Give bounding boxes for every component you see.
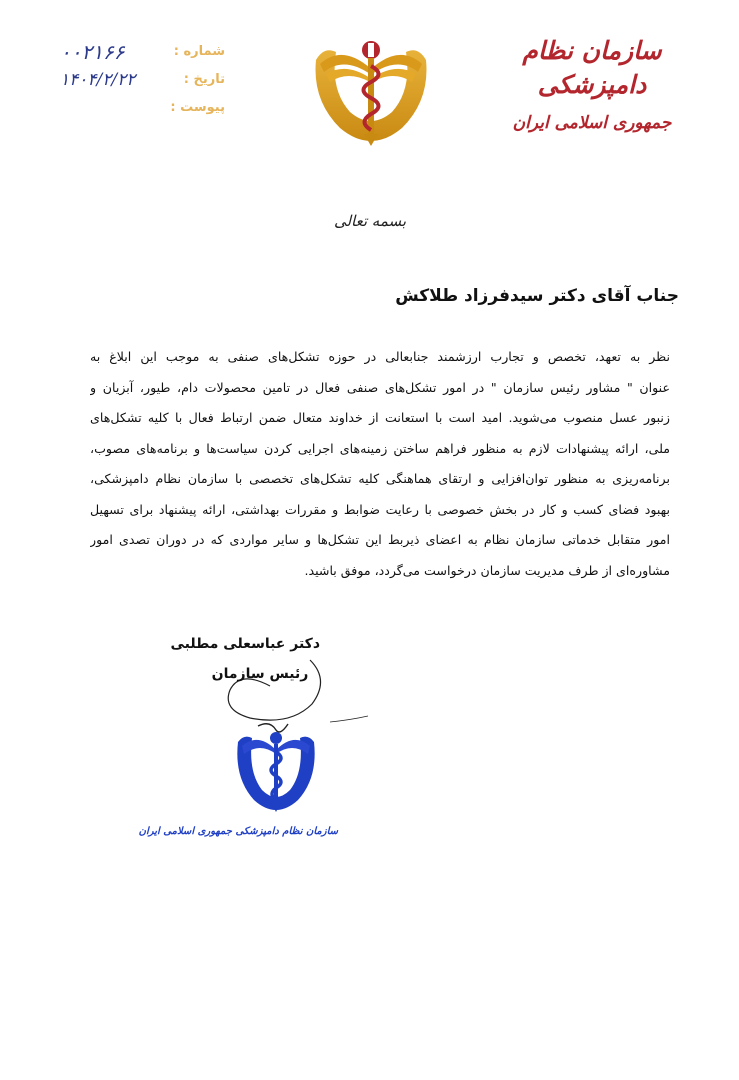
number-label: شماره : xyxy=(173,44,225,59)
number-value: ۰۰۲۱۶۶ xyxy=(60,40,125,64)
signatory-title: رئیس سازمان xyxy=(211,666,309,682)
organization-name xyxy=(497,34,687,136)
date-row xyxy=(60,68,225,96)
body-line: عنوان " مشاور رئیس سازمان " در امور تشکل‌های صنفی فعال در تامین محصولات دام، طیور، آبزیان و xyxy=(90,379,670,395)
letter-body xyxy=(90,342,670,586)
stamp-caption: سازمان نظام دامپزشکی جمهوری اسلامی ایران xyxy=(138,826,338,837)
signatory-name: دکتر عباسعلی مطلبی xyxy=(170,636,320,652)
basmala: بسمه تعالی xyxy=(333,212,407,230)
organization-name-line1: سازمان نظام دامپزشکی xyxy=(522,36,662,99)
body-line: نظر به تعهد، تخصص و تجارب ارزشمند جنابعالی در حوزه تشکل‌های صنفی به موجب این ابلاغ به xyxy=(90,349,670,364)
body-line: ملی، ارائه پیشنهادات لازم به منظور فراهم ساختن زمینه‌های اجرایی کردن سیاست‌ها و برنامه‌های مصوب، xyxy=(90,440,670,456)
date-label: تاریخ : xyxy=(183,72,225,87)
recipient: جناب آقای دکتر سیدفرزاد طلاکش xyxy=(395,286,679,306)
caduceus-stamp-icon xyxy=(230,728,322,820)
body-line: برنامه‌ریزی به منظور توان‌افزایی و ارتقای هماهنگی کلیه تشکل‌های تخصصی با سازمان نظام دامپزشکی، xyxy=(90,471,670,486)
body-line: زنبور عسل منصوب می‌شوید. امید است با استعانت از خداوند متعال ضمن ارتباط فعال با کلیه تشکل‌های xyxy=(90,410,670,425)
organization-name-line2: جمهوری اسلامی ایران xyxy=(512,113,672,133)
body-line: امور متقابل خدماتی سازمان نظام به اعضای ذیربط این تشکل‌ها و سایر مواردی که در دوران تصدی امور xyxy=(90,532,670,547)
body-line: بهبود فضای کسب و کار در بخش خصوصی با رعایت ضوابط و مقررات بهداشتی، ارائه پیشنهاد برای تسهیل xyxy=(90,501,670,517)
body-line: مشاوره‌ای از طرف مدیریت سازمان درخواست می‌گردد، موفق باشید. xyxy=(304,562,670,578)
number-row xyxy=(60,40,225,68)
caduceus-emblem-icon xyxy=(302,30,440,152)
letter-metadata xyxy=(60,40,225,124)
handwritten-signature xyxy=(200,640,370,740)
date-value: ۱۴۰۴/۲/۲۲ xyxy=(60,70,136,90)
attachment-row xyxy=(60,96,225,124)
attachment-label: پیوست : xyxy=(170,100,225,115)
